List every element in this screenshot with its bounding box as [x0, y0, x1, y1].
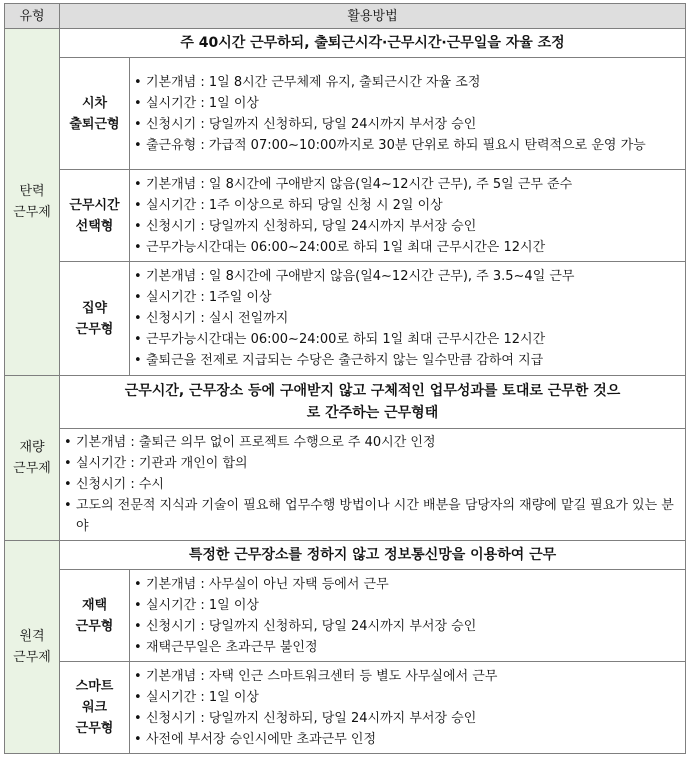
subtype-selective-hours: 근무시간 선택형 — [60, 170, 130, 262]
list-item: • 기본개념 : 일 8시간에 구애받지 않음(일4∼12시간 근무), 주 5일 근무 준수 — [130, 174, 681, 195]
list-item: • 출근유형 : 가급적 07:00∼10:00까지로 30분 단위로 하되 필요시 탄력적으로 운영 가능 — [130, 135, 681, 156]
discretionary-headline-row — [5, 376, 686, 429]
table-row — [5, 170, 686, 262]
table-row — [5, 58, 686, 170]
list-item: • 신청시기 : 실시 전일까지 — [130, 308, 681, 329]
list-item: • 기본개념 : 사무실이 아닌 자택 등에서 근무 — [130, 574, 681, 595]
list-item: • 신청시기 : 당일까지 신청하되, 당일 24시까지 부서장 승인 — [130, 616, 681, 637]
list-item: • 실시기간 : 1일 이상 — [130, 687, 681, 708]
subtype-home: 재택 근무형 — [60, 570, 130, 662]
header-method: 활용방법 — [60, 4, 686, 29]
list-discretionary — [60, 429, 686, 541]
category-discretionary: 재량 근무제 — [5, 376, 60, 541]
list-item: • 신청시기 : 당일까지 신청하되, 당일 24시까지 부서장 승인 — [130, 708, 681, 729]
subtype-staggered: 시차 출퇴근형 — [60, 58, 130, 170]
flexible-headline: 주 40시간 근무하되, 출퇴근시각·근무시간·근무일을 자율 조정 — [60, 29, 686, 58]
list-item: • 기본개념 : 일 8시간에 구애받지 않음(일4∼12시간 근무), 주 3.5∼4일 근무 — [130, 266, 681, 287]
list-item: • 근무가능시간대는 06:00∼24:00로 하되 1일 최대 근무시간은 12시간 — [130, 237, 681, 258]
list-item: • 재택근무일은 초과근무 불인정 — [130, 637, 681, 658]
list-item: • 기본개념 : 자택 인근 스마트워크센터 등 별도 사무실에서 근무 — [130, 666, 681, 687]
list-item: • 신청시기 : 당일까지 신청하되, 당일 24시까지 부서장 승인 — [130, 114, 681, 135]
list-compressed — [130, 262, 686, 376]
remote-headline-row — [5, 541, 686, 570]
table-row — [5, 429, 686, 541]
list-staggered — [130, 58, 686, 170]
list-item: • 고도의 전문적 지식과 기술이 필요해 업무수행 방법이나 시간 배분을 담당자의 재량에 맡길 필요가 있는 분야 — [60, 495, 681, 537]
list-selective-hours — [130, 170, 686, 262]
list-item: • 실시기간 : 1주 이상으로 하되 당일 신청 시 2일 이상 — [130, 195, 681, 216]
table-row — [5, 662, 686, 754]
list-item: • 실시기간 : 기관과 개인이 합의 — [60, 453, 681, 474]
category-flexible: 탄력 근무제 — [5, 29, 60, 376]
list-home — [130, 570, 686, 662]
list-item: • 사전에 부서장 승인시에만 초과근무 인정 — [130, 729, 681, 750]
remote-headline: 특정한 근무장소를 정하지 않고 정보통신망을 이용하여 근무 — [60, 541, 686, 570]
header-type: 유형 — [5, 4, 60, 29]
flexible-headline-row — [5, 29, 686, 58]
list-item: • 출퇴근을 전제로 지급되는 수당은 출근하지 않는 일수만큼 감하여 지급 — [130, 350, 681, 371]
list-item: • 실시기간 : 1일 이상 — [130, 93, 681, 114]
list-item: • 신청시기 : 당일까지 신청하되, 당일 24시까지 부서장 승인 — [130, 216, 681, 237]
list-item: • 실시기간 : 1주일 이상 — [130, 287, 681, 308]
work-system-table — [4, 3, 686, 754]
table-row — [5, 570, 686, 662]
table-row — [5, 262, 686, 376]
list-item: • 실시기간 : 1일 이상 — [130, 595, 681, 616]
list-item: • 신청시기 : 수시 — [60, 474, 681, 495]
discretionary-headline: 근무시간, 근무장소 등에 구애받지 않고 구체적인 업무성과를 토대로 근무한 것으로 간주하는 근무형태 — [60, 376, 686, 429]
list-smartwork — [130, 662, 686, 754]
subtype-smartwork: 스마트 워크 근무형 — [60, 662, 130, 754]
table-header-row — [5, 4, 686, 29]
subtype-compressed: 집약 근무형 — [60, 262, 130, 376]
list-item: • 기본개념 : 1일 8시간 근무체제 유지, 출퇴근시간 자율 조정 — [130, 72, 681, 93]
list-item: • 근무가능시간대는 06:00∼24:00로 하되 1일 최대 근무시간은 12시간 — [130, 329, 681, 350]
list-item: • 기본개념 : 출퇴근 의무 없이 프로젝트 수행으로 주 40시간 인정 — [60, 432, 681, 453]
category-remote: 원격 근무제 — [5, 541, 60, 754]
